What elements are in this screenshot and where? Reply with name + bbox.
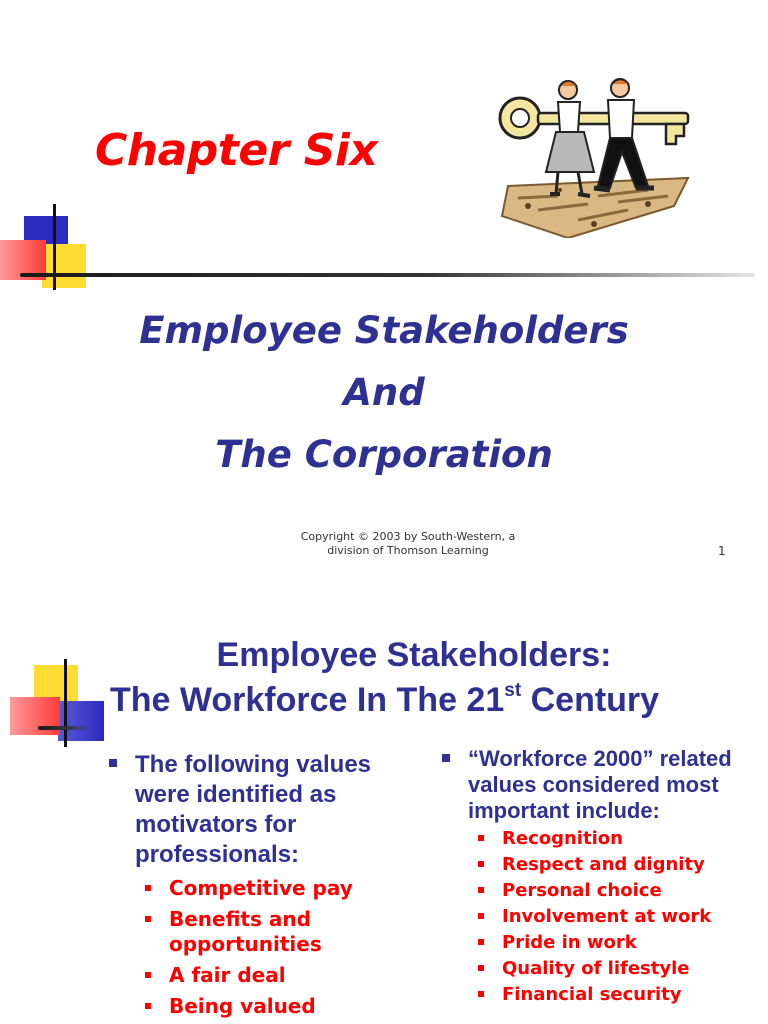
sub-list-item: [468, 878, 738, 904]
sub-item-text: Recognition: [502, 828, 623, 849]
page-number: 1: [718, 544, 726, 558]
square-bullet-icon: [478, 965, 484, 971]
sub-item-text: Respect and dignity: [502, 854, 705, 875]
sub-list-item: [135, 876, 415, 901]
sub-item-text: Personal choice: [502, 880, 662, 901]
slide-heading-subline: [110, 680, 659, 720]
sub-item-text: A fair deal: [169, 963, 286, 987]
subtitle-line: And: [343, 371, 425, 414]
sub-list-item: [468, 982, 738, 1008]
sub-list-item: [468, 904, 738, 930]
sub-item-text: Financial security: [502, 984, 682, 1005]
heading-text-end: Century: [521, 681, 660, 719]
sub-list-item: [468, 852, 738, 878]
left-bullet-list: [105, 750, 415, 1019]
sub-item-text: Quality of lifestyle: [502, 958, 690, 979]
title-rule: [38, 726, 88, 730]
right-bullet-list: [438, 746, 738, 1008]
sub-list-item: [135, 963, 415, 988]
slide-2: [0, 600, 768, 1024]
sub-item-text: Benefits and opportunities: [169, 907, 322, 956]
sub-item-text: Involvement at work: [502, 906, 712, 927]
square-bullet-icon: [478, 835, 484, 841]
square-bullet-icon: [145, 1003, 151, 1009]
sub-list-item: [468, 930, 738, 956]
sub-bullet-list: [468, 826, 738, 1008]
square-bullet-icon: [478, 861, 484, 867]
list-item: [438, 746, 738, 1008]
sub-item-text: Pride in work: [502, 932, 637, 953]
sub-item-text: Competitive pay: [169, 876, 353, 900]
title-rule: [20, 273, 755, 277]
square-bullet-icon: [478, 887, 484, 893]
decorative-squares: [0, 200, 110, 295]
copyright-notice: [258, 530, 558, 558]
square-bullet-icon: [478, 991, 484, 997]
bullet-lead-text: The following values were identified as motivators for professionals:: [135, 751, 372, 868]
sub-list-item: [135, 907, 415, 957]
heading-superscript: st: [504, 680, 522, 701]
square-bullet-icon: [145, 972, 151, 978]
sub-list-item: [468, 956, 738, 982]
list-item: [105, 750, 415, 1019]
slide-heading: Employee Stakeholders:: [216, 636, 612, 674]
square-bullet-icon: [478, 913, 484, 919]
square-bullet-icon: [145, 916, 151, 922]
square-bullet-icon: [478, 939, 484, 945]
sub-bullet-list: [135, 876, 415, 1019]
subtitle-line: Employee Stakeholders: [139, 309, 629, 352]
sub-item-text: Being valued: [169, 994, 316, 1018]
slide-subtitle: [0, 300, 768, 486]
copyright-line: division of Thomson Learning: [327, 544, 489, 557]
square-bullet-icon: [145, 885, 151, 891]
sub-list-item: [135, 994, 415, 1019]
slide-title: Chapter Six: [95, 125, 378, 176]
heading-text: The Workforce In The 21: [110, 681, 505, 719]
bullet-lead-text: “Workforce 2000” related values considered most important include:: [468, 746, 732, 823]
square-bullet-icon: [109, 759, 117, 767]
copyright-line: Copyright © 2003 by South-Western, a: [300, 530, 516, 543]
key-people-clipart: [498, 78, 694, 238]
subtitle-line: The Corporation: [215, 433, 553, 476]
sub-list-item: [468, 826, 738, 852]
square-bullet-icon: [442, 754, 450, 762]
